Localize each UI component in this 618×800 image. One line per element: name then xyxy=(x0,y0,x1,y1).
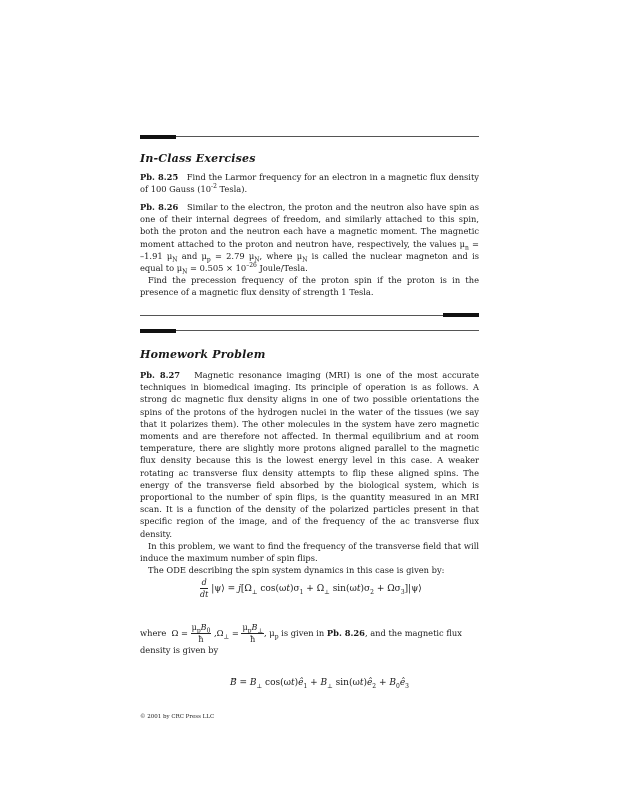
where-b: , μ xyxy=(264,628,275,638)
where-word: where xyxy=(140,628,167,638)
pb826-paragraph xyxy=(140,201,479,299)
pb827-paragraph xyxy=(140,369,479,576)
section1-bottom-rule xyxy=(140,315,479,316)
section1-top-rule xyxy=(140,136,479,137)
pb826-text-b: = –1.91 μ xyxy=(140,238,479,261)
section1-bottom-bar xyxy=(443,313,479,317)
section2-top-rule xyxy=(140,330,479,331)
pb825-exp: -2 xyxy=(211,183,217,191)
section1-heading: In-Class Exercises xyxy=(140,152,256,165)
pb826-exp2: –26 xyxy=(246,262,257,270)
pb826-sub-N2: N xyxy=(254,256,260,264)
pb826-text-e: , where μ xyxy=(259,250,303,261)
copyright-notice: © 2001 by CRC Press LLC xyxy=(140,714,215,720)
pb825-paragraph xyxy=(140,171,479,195)
where-sub-p: p xyxy=(274,633,279,641)
section2-top-bar xyxy=(140,329,176,333)
pb827-text-1: Magnetic resonance imaging (MRI) is one of the most accurate techniques in biomedical imaging. Its principle of operation is as follows. A strong dc magnetic flux density aligns in one of two possible orientations the spins of the protons of the hydrogen nuclei in the water of the tissues (we say that it polarizes them). The other molecules in the system have zero magnetic moments and are therefore not affected. In thermal equilibrium and at room temperature, there are slightly more protons aligned parallel to the magnetic flux density because this is the lowest energy level in this case. A weaker rotating ac transverse flux density attempts to flip these aligned spins. The energy of the transverse field absorbed by the biological system, which is proportional to the number of spin flips, is the quantity measured in an MRI scan. It is a function of the density of the polarized particles present in that specific region of the image, and of the frequency of the ac transverse flux density. xyxy=(140,370,479,539)
pb826-sub-N3: N xyxy=(302,256,308,264)
pb825-text-b: Tesla). xyxy=(216,184,248,195)
pb827-text-3: The ODE describing the spin system dynamics in this case is given by: xyxy=(148,565,445,576)
where-c: is given in xyxy=(278,628,327,638)
omega-fraction: $\frac{\mu_pB_0}{ħ}$ xyxy=(191,623,211,644)
pb826-label: Pb. 8.26 xyxy=(140,202,179,212)
pb827-text-2: In this problem, we want to find the frequency of the transverse field that will induce the maximum number of spin flips. xyxy=(140,540,479,564)
pb825-label: Pb. 8.25 xyxy=(140,172,179,182)
pb826-text-c: and μ xyxy=(177,250,207,261)
section1-top-bar xyxy=(140,135,176,139)
where-line: where Ω = $\frac{\mu_pB_0}{ħ}$ $,\Omega_\perp$ = $\frac{\mu_pB_\perp}{ħ}$ , $\mu_p$ is given in Pb. 8.26, and the magnetic flux xyxy=(140,623,462,644)
section2-heading: Homework Problem xyxy=(140,348,266,361)
pb827-text-4: density is given by xyxy=(140,645,219,655)
pb826-text-d: = 2.79 μ xyxy=(210,250,255,261)
pb826-sub-p: p xyxy=(206,256,211,264)
pb826-text-f: is called the nuclear magneton and is equal to μ xyxy=(140,250,479,274)
pb827-label: Pb. 8.27 xyxy=(140,370,181,380)
omega-perp-fraction: $\frac{\mu_pB_\perp}{ħ}$ xyxy=(242,623,264,644)
ode-derivative: $\frac{d}{dt}$ xyxy=(200,578,209,599)
b-field-equation: B⃗ = $B_\perp$ $\cos(\omega t)ê_1 + B_\perp$ $\sin(\omega t)ê_2$ + $B_0ê_3$ xyxy=(230,678,409,690)
pb826-text-g: = 0.505 × 10 xyxy=(187,263,247,274)
where-ref: Pb. 8.26 xyxy=(326,628,365,638)
pb826-sub-N4: N xyxy=(182,268,188,276)
pb826-text-a: Similar to the electron, the proton and the neutron also have spin as one of their internal degrees of freedom, and similarly attached to this spin, both the proton and the neutron each have a magnetic moment. The magnetic moment attached to the proton and neutron have, respectively, the values μ xyxy=(140,202,479,249)
pb825-text-a: Find the Larmor frequency for an electron in a magnetic flux density of 100 Gauss (10 xyxy=(140,172,479,195)
pb826-sub-n: n xyxy=(465,244,469,252)
pb826-sub-N1: N xyxy=(172,256,178,264)
ode-equation: $\frac{d}{dt}$ |ψ⟩ = $j[\Omega_\perp$ $\cos(\omega t)\sigma_1 + \Omega_\perp$ $\sin(\omega t)\sigma_2$ + $\Omega\sigma_3]|\psi⟩$ xyxy=(200,578,422,599)
pb826-text-2: Find the precession frequency of the proton spin if the proton is in the presence of a magnetic flux density of strength 1 Tesla. xyxy=(140,275,479,298)
where-d: , and the magnetic flux xyxy=(364,628,462,638)
pb826-text-h: Joule/Tesla. xyxy=(256,263,308,274)
